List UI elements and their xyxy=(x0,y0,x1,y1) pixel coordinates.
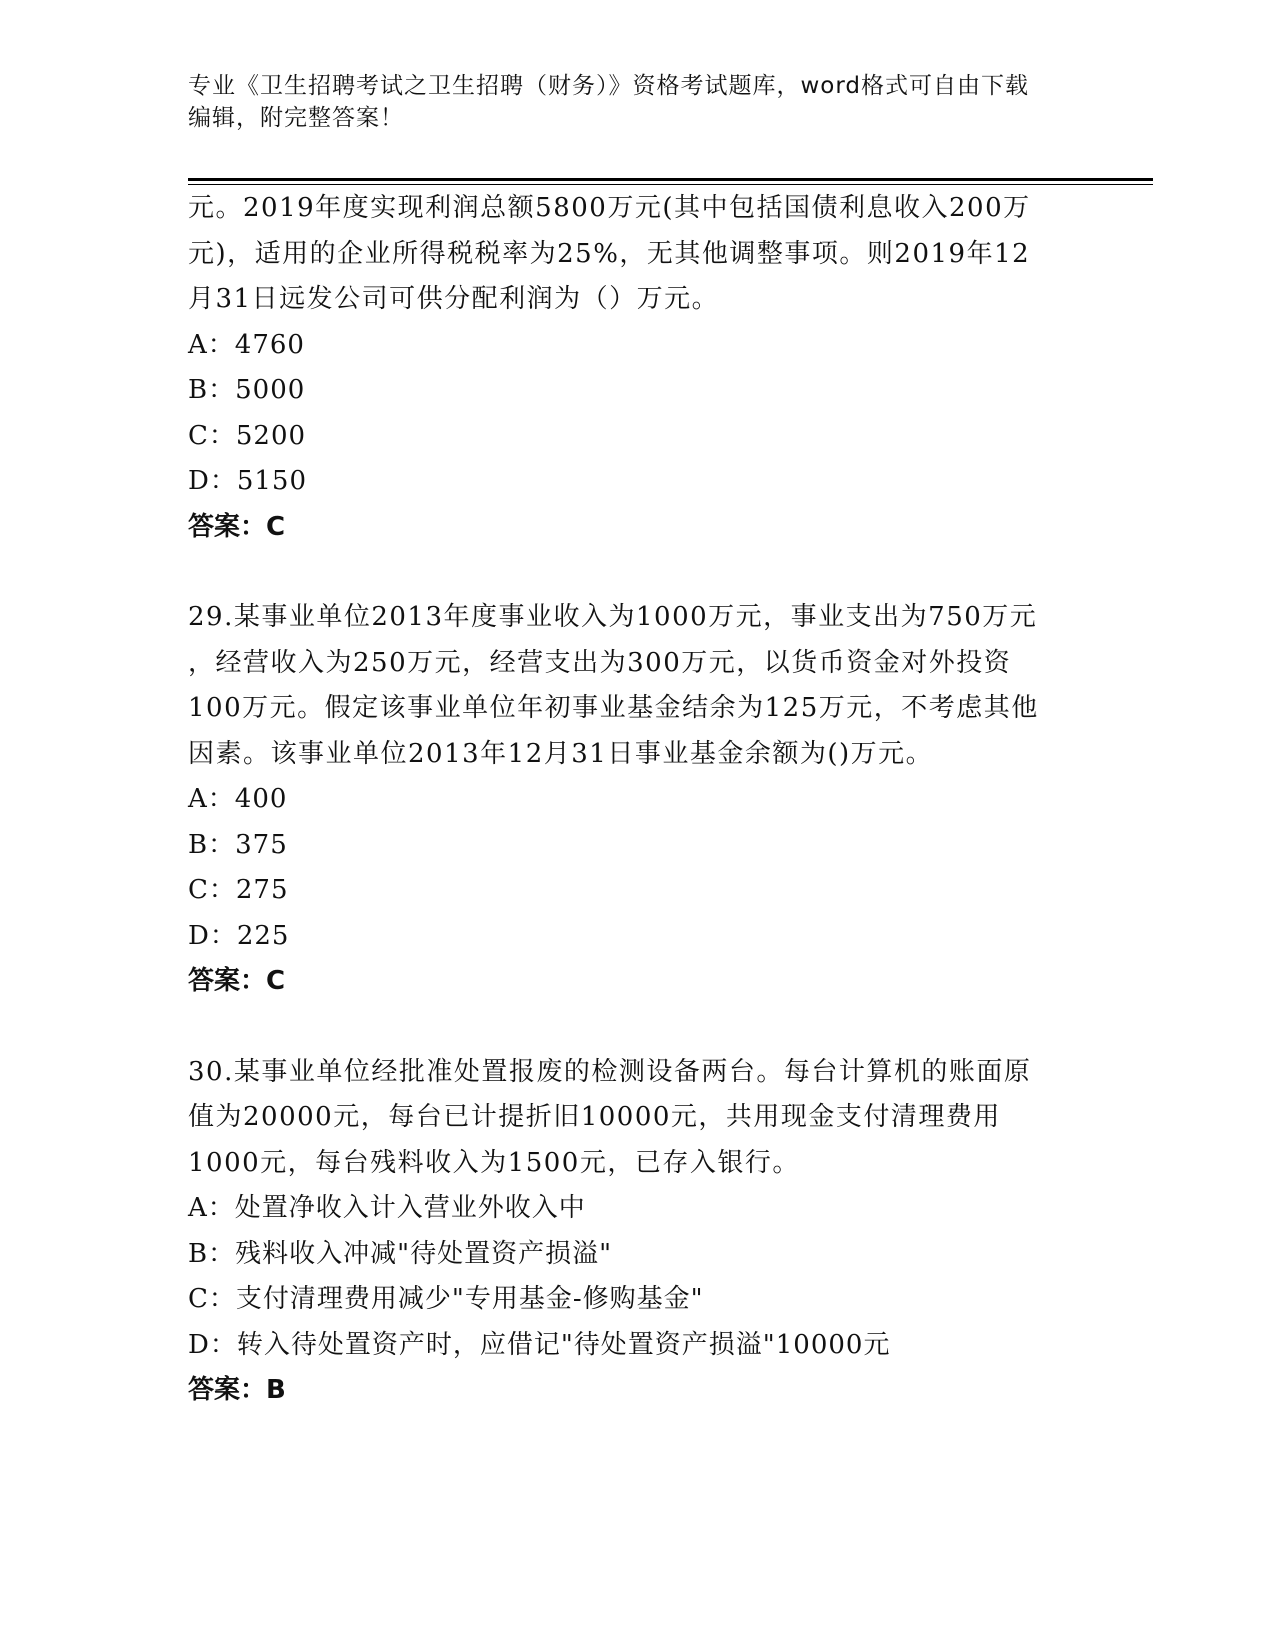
answer-label: 答案：C xyxy=(188,511,286,542)
document-header xyxy=(188,70,1068,134)
question-30 xyxy=(188,1050,1068,1414)
question-text-line: 29.某事业单位2013年度事业收入为1000万元，事业支出为750万元 xyxy=(188,602,1038,632)
header-rule-thick xyxy=(188,178,1153,181)
option-c: C：5200 xyxy=(188,420,307,451)
question-text-line: 因素。该事业单位2013年12月31日事业基金余额为()万元。 xyxy=(188,738,934,769)
document-body xyxy=(188,186,1068,1414)
option-d: D：225 xyxy=(188,920,290,951)
option-a: A：400 xyxy=(188,784,288,814)
question-text-line: 值为20000元，每台已计提折旧10000元，共用现金支付清理费用 xyxy=(188,1102,1001,1132)
option-c: C：支付清理费用减少"专用基金-修购基金" xyxy=(188,1284,704,1314)
question-28 xyxy=(188,186,1068,550)
question-text-line: 30.某事业单位经批准处置报废的检测设备两台。每台计算机的账面原 xyxy=(188,1056,1032,1087)
question-text-line: 100万元。假定该事业单位年初事业基金结余为125万元，不考虑其他 xyxy=(188,693,1039,723)
option-d: D：5150 xyxy=(188,466,308,496)
spacer xyxy=(188,550,1068,595)
option-a: A：处置净收入计入营业外收入中 xyxy=(188,1193,586,1223)
option-a: A：4760 xyxy=(188,329,305,360)
header-line-2: 编辑，附完整答案！ xyxy=(188,105,404,131)
answer-label: 答案：C xyxy=(188,966,286,996)
question-29 xyxy=(188,595,1068,1005)
question-text-line: 月31日远发公司可供分配利润为（）万元。 xyxy=(188,284,720,314)
answer-label: 答案：B xyxy=(188,1375,286,1405)
question-text-line: 元)，适用的企业所得税税率为25%，无其他调整事项。则2019年12 xyxy=(188,238,1031,269)
option-b: B：残料收入冲减"待处置资产损溢" xyxy=(188,1238,613,1269)
header-line-1: 专业《卫生招聘考试之卫生招聘（财务）》资格考试题库，word格式可自由下载 xyxy=(188,73,1030,99)
question-text-line: 元。2019年度实现利润总额5800万元(其中包括国债利息收入200万 xyxy=(188,193,1031,223)
question-text-line: ，经营收入为250万元，经营支出为300万元，以货币资金对外投资 xyxy=(188,647,1012,678)
option-b: B：375 xyxy=(188,829,288,860)
option-b: B：5000 xyxy=(188,375,306,405)
header-rule-thin xyxy=(188,184,1153,185)
question-text-line: 1000元，每台残料收入为1500元，已存入银行。 xyxy=(188,1147,800,1178)
option-c: C：275 xyxy=(188,875,289,905)
spacer xyxy=(188,1005,1068,1050)
option-d: D：转入待处置资产时，应借记"待处置资产损溢"10000元 xyxy=(188,1329,891,1360)
